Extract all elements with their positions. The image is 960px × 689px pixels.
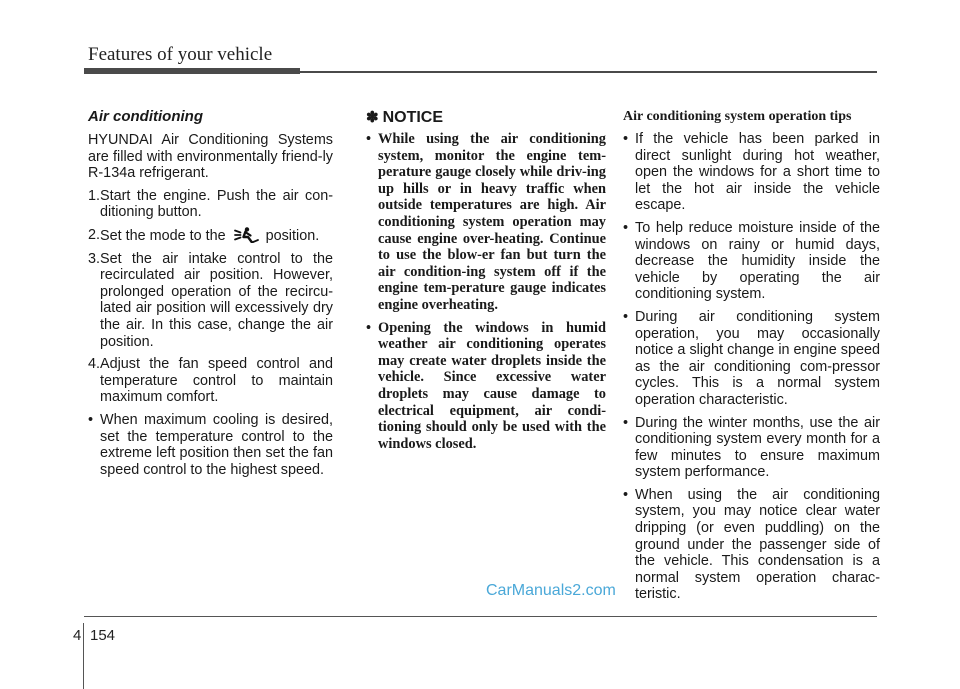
tips-title: Air conditioning system operation tips <box>623 109 852 124</box>
step-item <box>88 251 333 351</box>
list-item <box>366 131 606 314</box>
step-number: 4. <box>88 356 101 373</box>
list-item <box>366 320 606 453</box>
watermark-link[interactable]: CarManuals2.com <box>486 582 616 599</box>
step-text-after: position. <box>265 227 320 244</box>
bullet-glyph: • <box>623 219 629 236</box>
footer-rule <box>84 616 877 617</box>
column-notice <box>366 108 606 458</box>
step-text-before: Set the mode to the <box>100 227 226 244</box>
bullet-glyph: • <box>623 414 629 431</box>
cooling-tip-list <box>88 412 333 478</box>
intro-paragraph: HYUNDAI Air Conditioning Systems are filled with environmentally friend-ly R-134a refrigerant. <box>88 132 333 182</box>
bullet-glyph: • <box>366 131 372 147</box>
tip-text: If the vehicle has been parked in direct sunlight during hot weather, open the windows for a short time to let the hot air inside the vehicle escape. <box>635 131 880 214</box>
floor-defrost-mode-icon <box>233 227 259 243</box>
list-item <box>623 487 880 603</box>
step-number: 1. <box>88 187 101 204</box>
bullet-text: When maximum cooling is desired, set the temperature control to the extreme left position then set the fan speed control to the highest speed. <box>100 411 333 478</box>
step-item <box>88 227 333 245</box>
bullet-glyph: • <box>623 486 629 503</box>
list-item <box>623 415 880 481</box>
step-text: Set the air intake control to the recirculated air position. However, prolonged operation of the recircu-lated air position will excessively dry the air. In this case, change the air position. <box>100 250 333 350</box>
column-tips <box>623 108 880 609</box>
bullet-glyph: • <box>366 319 372 336</box>
bullet-glyph: • <box>88 411 94 428</box>
list-item <box>623 131 880 214</box>
chapter-number: 4 <box>73 627 82 644</box>
bullet-glyph: • <box>623 308 629 325</box>
tip-text: To help reduce moisture inside of the windows on rainy or humid days, decrease the humidity inside the vehicle by operating the air conditioning system. <box>635 219 880 303</box>
column-air-conditioning <box>88 108 333 484</box>
notice-title: NOTICE <box>382 109 444 126</box>
list-item <box>623 309 880 409</box>
notice-heading <box>366 109 606 127</box>
footer-separator <box>83 623 84 689</box>
step-number: 2. <box>88 226 101 243</box>
page-header-title: Features of your vehicle <box>88 44 273 65</box>
tip-text: During the winter months, use the air conditioning system every month for a few minutes to ensure maximum system performance. <box>635 414 880 481</box>
list-item <box>88 412 333 478</box>
step-item <box>88 188 333 221</box>
header-rule-thick <box>84 68 300 74</box>
page-number: 154 <box>90 627 116 644</box>
notice-text: Opening the windows in humid weather air conditioning operates may create water droplets inside the vehicle. Since excessive water droplets may cause damage to electrical equipment, air condi-tioning should only be used with the windows closed. <box>378 319 606 452</box>
step-text: Start the engine. Push the air con-ditioning button. <box>100 187 333 221</box>
step-number: 3. <box>88 250 101 267</box>
step-item <box>88 356 333 406</box>
tip-text: When using the air conditioning system, you may notice clear water dripping (or even puddling) on the ground under the passenger side of the vehicle. This condensation is a normal system operation charac-teristic. <box>635 486 880 603</box>
tip-text: During air conditioning system operation, you may occasionally notice a slight change in engine speed as the air conditioning com-pressor cycles. This is a normal system operation characteristic. <box>635 308 880 408</box>
header-rule-thin <box>300 71 877 73</box>
tips-list <box>623 131 880 603</box>
steps-list <box>88 188 333 406</box>
section-title: Air conditioning <box>88 108 203 125</box>
notice-star-icon: ✽ <box>366 109 379 126</box>
notice-list <box>366 131 606 452</box>
list-item <box>623 220 880 303</box>
notice-text: While using the air conditioning system, monitor the engine tem-perature gauge closely while driv-ing up hills or in heavy traffic when outside temperatures are high. Air conditioning system operation may cause engine over-heating. Continue to use the blow-er fan but turn the air condition-ing system off if the engine tem-perature gauge indicates engine overheating. <box>378 131 606 313</box>
bullet-glyph: • <box>623 131 629 147</box>
step-text: Adjust the fan speed control and temperature control to maintain maximum comfort. <box>100 356 333 406</box>
